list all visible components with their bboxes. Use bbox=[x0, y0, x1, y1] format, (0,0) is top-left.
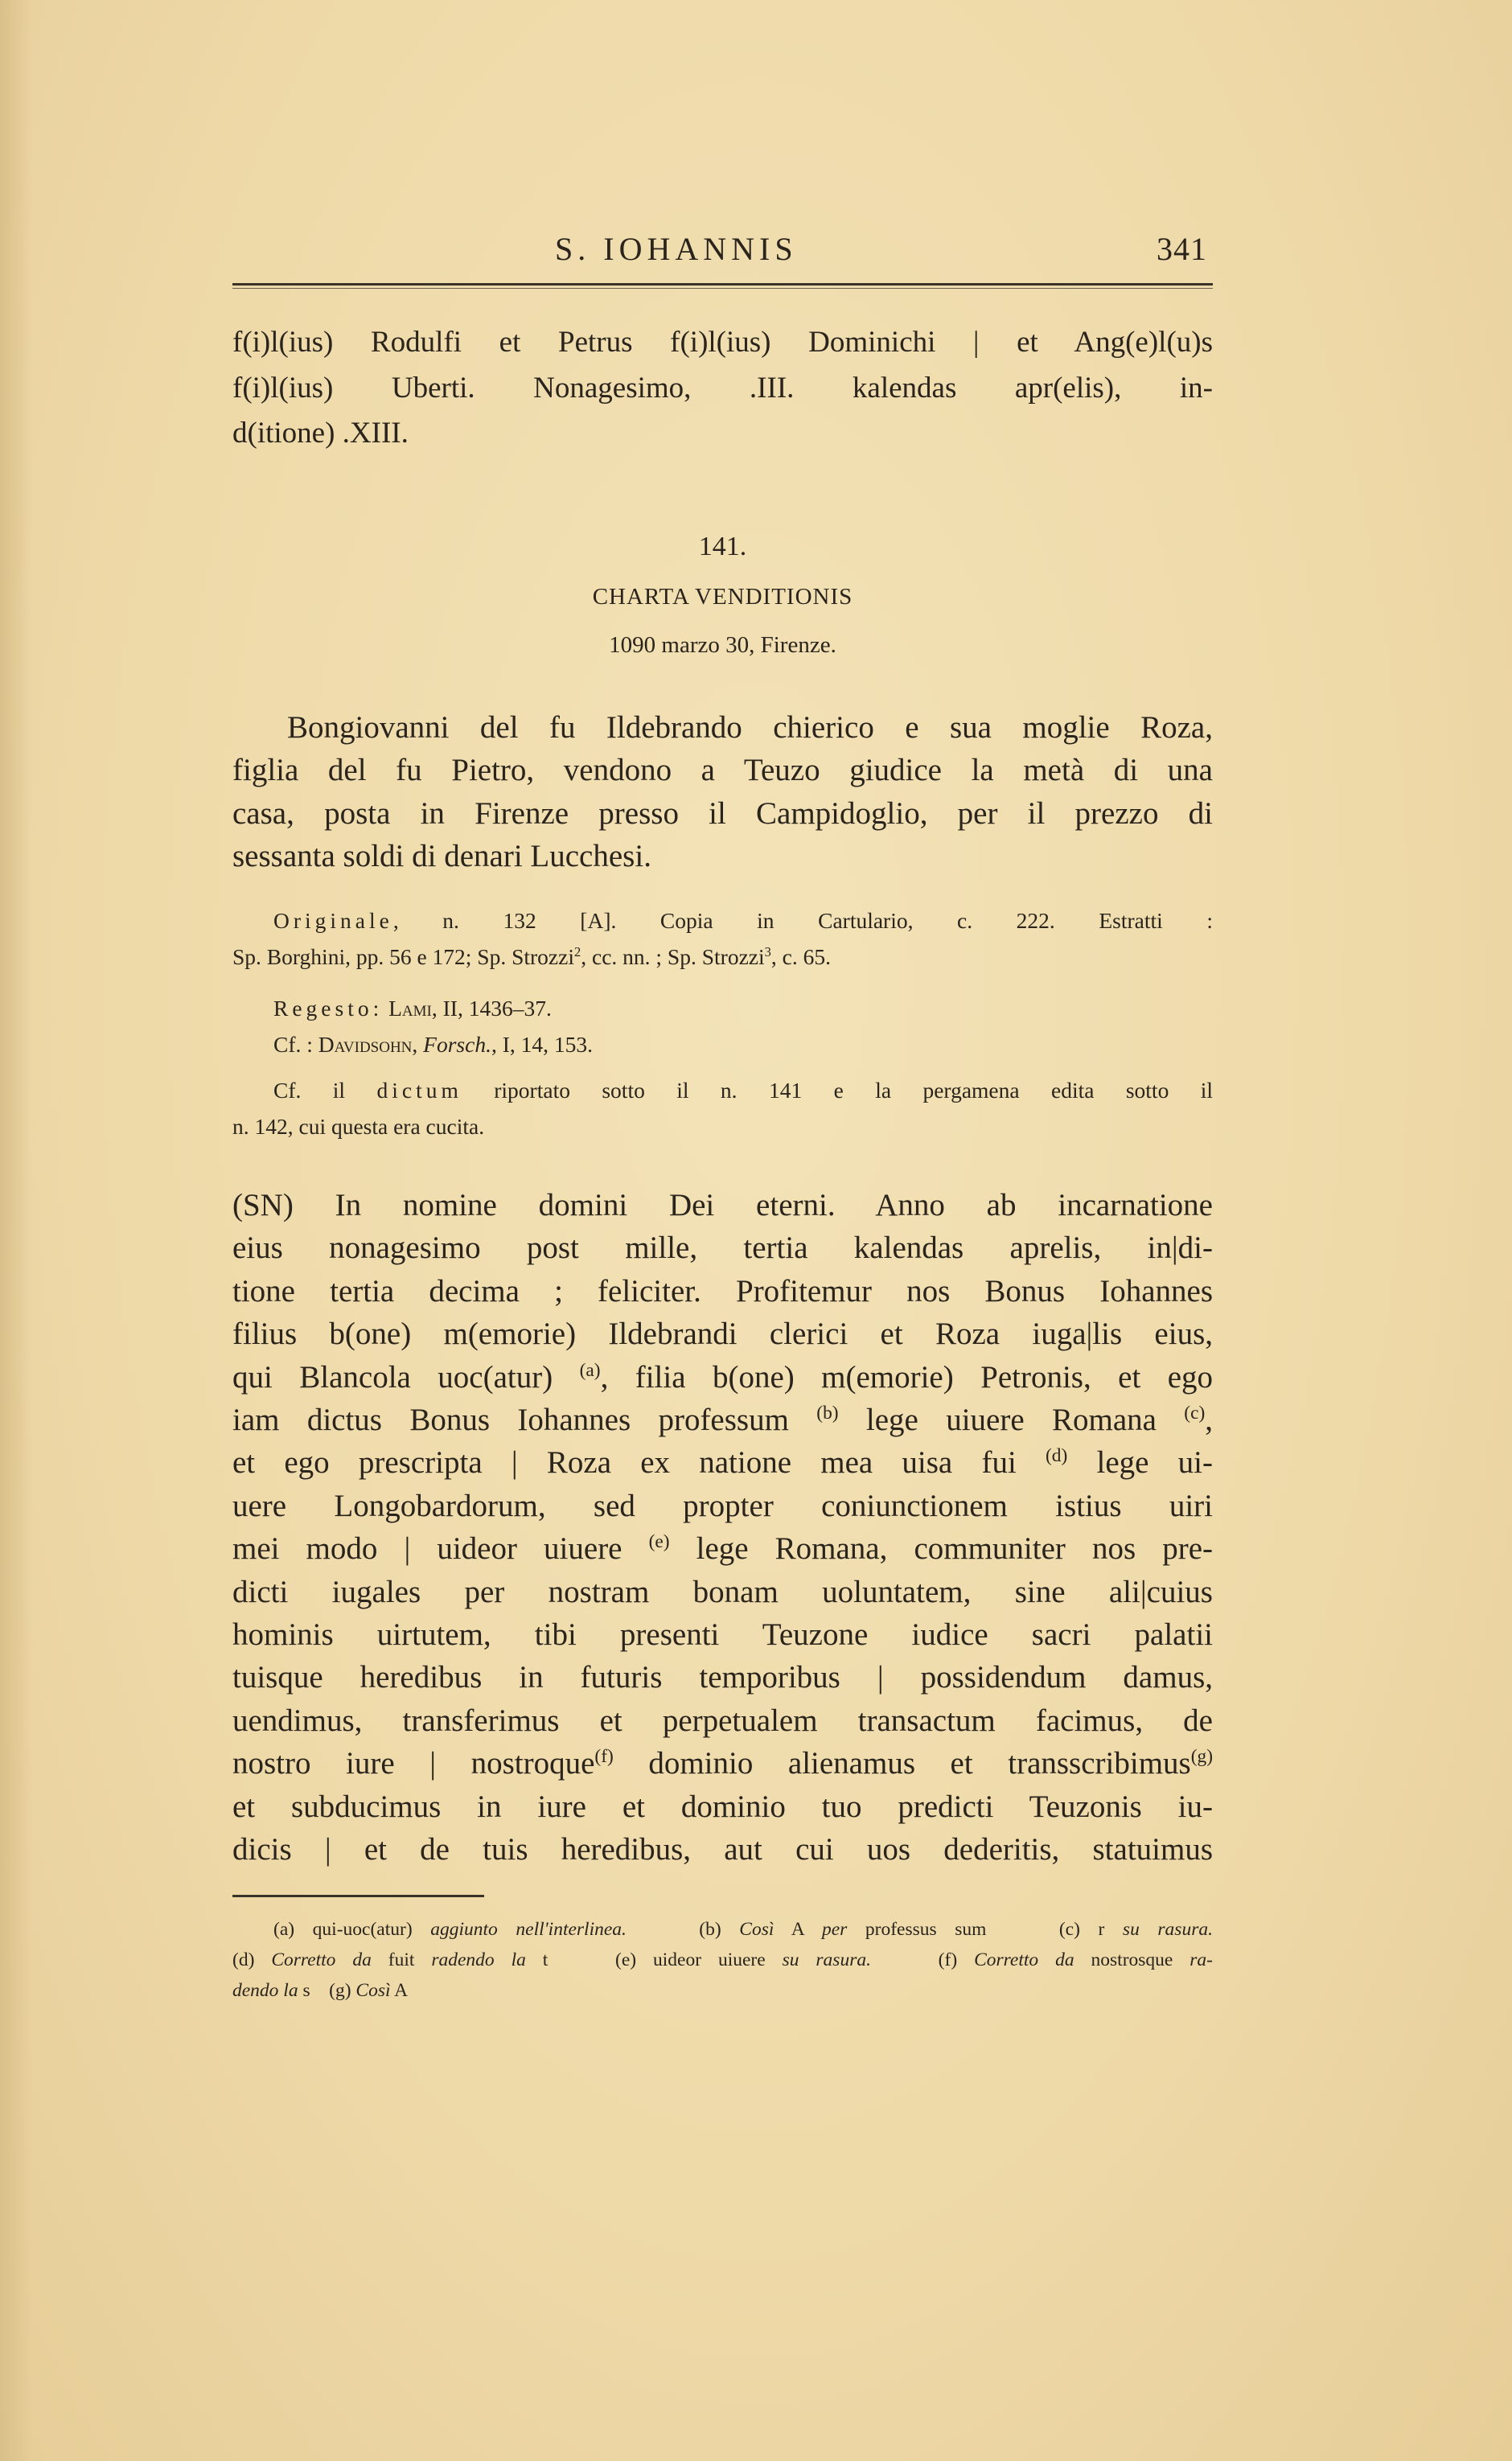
text-line bbox=[232, 990, 1213, 1026]
footnote-marker: (f) bbox=[594, 1746, 614, 1768]
footnote-marker: (e) bbox=[648, 1531, 670, 1553]
text-run: , n. 132 [A]. Copia in Cartulario, c. 222. Estratti : bbox=[392, 908, 1213, 933]
text-run: (d) bbox=[232, 1949, 272, 1970]
cf-note bbox=[232, 1072, 1213, 1144]
text-run: sessanta soldi di denari Lucchesi. bbox=[232, 838, 651, 873]
text-run: (SN) In nomine domini Dei eterni. Anno ab incarnatione bbox=[232, 1188, 1213, 1222]
text-line bbox=[232, 366, 1213, 412]
text-run: radendo la bbox=[431, 1949, 526, 1970]
text-line bbox=[232, 1441, 1213, 1484]
text-run: Bongiovanni del fu Ildebrando chierico e sua moglie Roza, bbox=[287, 710, 1213, 745]
text-line bbox=[232, 1527, 1213, 1570]
text-line bbox=[232, 902, 1213, 939]
text-line bbox=[232, 792, 1213, 835]
text-run: dicti iugales per nostram bonam uoluntatem, sine ali|cuius bbox=[232, 1574, 1213, 1609]
text-run: dicis | et de tuis heredibus, aut cui uos dederitis, statuimus bbox=[232, 1832, 1213, 1867]
text-run: fuit bbox=[371, 1949, 432, 1970]
header-rule-thin bbox=[232, 288, 1213, 289]
document-date: 1090 marzo 30, Firenze. bbox=[609, 632, 836, 658]
text-run: aggiunto nell'interlinea. bbox=[430, 1919, 627, 1940]
text-line bbox=[232, 1914, 1213, 1945]
footnote-marker: (a) bbox=[579, 1359, 601, 1381]
text-line bbox=[232, 1026, 1213, 1062]
text-run: lege ui- bbox=[1067, 1445, 1213, 1481]
text-run: mei modo | uideor uiuere bbox=[232, 1531, 649, 1567]
text-line bbox=[232, 320, 1213, 366]
text-run: s (g) bbox=[298, 1980, 356, 2001]
page-number: 341 bbox=[1157, 231, 1207, 267]
text-run: , cc. nn. ; Sp. Strozzi bbox=[581, 944, 765, 969]
text-run: , filia b(one) m(emorie) Petronis, et ego bbox=[600, 1359, 1214, 1395]
text-line bbox=[232, 1699, 1213, 1742]
text-run: Davidsohn bbox=[318, 1032, 413, 1057]
text-run: et ego prescripta | Roza ex natione mea uisa fui bbox=[232, 1445, 1046, 1481]
text-run: nostro iure | nostroque bbox=[232, 1746, 595, 1781]
text-run: qui Blancola uoc(atur) bbox=[232, 1359, 580, 1395]
continued-text bbox=[232, 320, 1213, 457]
footnote-rule bbox=[232, 1895, 484, 1897]
text-run: nostrosque bbox=[1074, 1949, 1190, 1970]
text-run: d(itione) .XIII. bbox=[232, 417, 409, 450]
text-line bbox=[232, 1356, 1213, 1399]
text-line bbox=[232, 749, 1213, 791]
text-line bbox=[232, 706, 1213, 749]
text-run: Cf. : bbox=[273, 1032, 318, 1057]
text-line bbox=[232, 1742, 1213, 1785]
sources-note bbox=[232, 902, 1213, 975]
text-run: Così bbox=[739, 1919, 774, 1940]
text-run: Corretto da bbox=[271, 1949, 372, 1970]
text-run: , c. 65. bbox=[770, 944, 831, 969]
footnote-marker: 2 bbox=[574, 944, 581, 960]
text-run: f(i)l(ius) Rodulfi et Petrus f(i)l(ius) Dominichi | et Ang(e)l(u)s bbox=[232, 326, 1213, 359]
text-run: dendo la bbox=[232, 1980, 298, 2001]
charter-text bbox=[232, 1184, 1213, 1871]
text-run: lege Romana, communiter nos pre- bbox=[669, 1531, 1213, 1567]
text-line bbox=[232, 1613, 1213, 1656]
text-run: Lami bbox=[388, 996, 432, 1021]
footnotes bbox=[232, 1914, 1213, 2006]
text-run: uere Longobardorum, sed propter coniunctionem istius uiri bbox=[232, 1488, 1213, 1523]
text-line bbox=[232, 1399, 1213, 1441]
summary-paragraph bbox=[232, 706, 1213, 877]
text-run: hominis uirtutem, tibi presenti Teuzone iudice sacri palatii bbox=[232, 1617, 1213, 1653]
text-run: eius nonagesimo post mille, tertia kalendas aprelis, in|di- bbox=[232, 1230, 1213, 1266]
text-run: f(i)l(ius) Uberti. Nonagesimo, .III. kalendas apr(elis), in- bbox=[232, 371, 1213, 405]
text-run: , I, 14, 153. bbox=[491, 1032, 593, 1057]
text-line bbox=[232, 1313, 1213, 1355]
text-run: tuisque heredibus in futuris temporibus | possidendum damus, bbox=[232, 1660, 1213, 1695]
document-number: 141. bbox=[698, 532, 747, 561]
text-run: filius b(one) m(emorie) Ildebrandi clerici et Roza iuga|lis eius, bbox=[232, 1317, 1213, 1352]
text-run: , bbox=[412, 1032, 424, 1057]
footnote-marker: 3 bbox=[764, 944, 771, 960]
text-run: Così bbox=[355, 1980, 391, 2001]
text-line bbox=[232, 835, 1213, 877]
text-run: professus sum (c) r bbox=[847, 1919, 1123, 1940]
text-line bbox=[232, 1072, 1213, 1108]
text-run: su rasura. bbox=[1122, 1919, 1213, 1940]
text-run: , bbox=[1205, 1403, 1213, 1438]
text-run: tione tertia decima ; feliciter. Profitemur nos Bonus Iohannes bbox=[232, 1273, 1213, 1309]
text-run: Forsch. bbox=[423, 1032, 491, 1057]
running-header-title: S. IOHANNIS bbox=[555, 231, 798, 267]
text-run: n. 142, cui questa era cucita. bbox=[232, 1114, 485, 1139]
text-line bbox=[232, 939, 1213, 975]
text-run: (b) bbox=[626, 1919, 740, 1940]
text-run: Corretto da bbox=[974, 1949, 1074, 1970]
text-run: Sp. Borghini, pp. 56 e 172; Sp. Strozzi bbox=[232, 944, 574, 969]
text-run: A bbox=[774, 1919, 822, 1940]
text-line bbox=[232, 1226, 1213, 1269]
header-rule bbox=[232, 283, 1213, 286]
text-run: riportato sotto il n. 141 e la pergamena edita sotto il bbox=[462, 1078, 1214, 1103]
text-line bbox=[232, 1485, 1213, 1527]
text-run: casa, posta in Firenze presso il Campidoglio, per il prezzo di bbox=[232, 795, 1213, 831]
text-line bbox=[232, 1108, 1213, 1144]
text-run: ra- bbox=[1189, 1949, 1213, 1970]
text-run: uendimus, transferimus et perpetualem transactum facimus, de bbox=[232, 1703, 1213, 1738]
text-line bbox=[232, 1656, 1213, 1699]
text-line bbox=[232, 1571, 1213, 1613]
text-run: dominio alienamus et transscribimus bbox=[613, 1746, 1191, 1781]
text-line bbox=[232, 1184, 1213, 1226]
text-line bbox=[232, 1785, 1213, 1828]
text-run: su rasura. bbox=[782, 1949, 871, 1970]
regesto-note bbox=[232, 990, 1213, 1062]
text-run: iam dictus Bonus Iohannes professum bbox=[232, 1403, 817, 1438]
page-edge-shadow bbox=[0, 0, 32, 2461]
footnote-marker: (c) bbox=[1184, 1403, 1206, 1424]
text-run: A bbox=[390, 1980, 409, 2001]
footnote-marker: (g) bbox=[1190, 1746, 1213, 1768]
footnote-marker: (b) bbox=[816, 1403, 839, 1424]
text-line bbox=[232, 411, 1213, 457]
text-run: Regesto: bbox=[273, 996, 384, 1021]
text-run: Cf. il bbox=[273, 1078, 377, 1103]
text-run: t (e) uideor uiuere bbox=[525, 1949, 783, 1970]
text-run: figlia del fu Pietro, vendono a Teuzo giudice la metà di una bbox=[232, 753, 1213, 788]
text-line bbox=[232, 1828, 1213, 1871]
text-run: (f) bbox=[870, 1949, 975, 1970]
text-run: , II, 1436–37. bbox=[431, 996, 552, 1021]
text-run: per bbox=[821, 1919, 848, 1940]
document-title: CHARTA VENDITIONIS bbox=[592, 584, 853, 610]
text-run: lege uiuere Romana bbox=[838, 1403, 1185, 1438]
text-run: (a) qui-uoc(atur) bbox=[273, 1919, 431, 1940]
text-line bbox=[232, 1975, 1213, 2006]
footnote-marker: (d) bbox=[1046, 1445, 1068, 1467]
text-run: Originale bbox=[273, 908, 393, 933]
text-line bbox=[232, 1270, 1213, 1313]
text-line bbox=[232, 1945, 1213, 1975]
text-run: dictum bbox=[376, 1078, 462, 1103]
text-run: et subducimus in iure et dominio tuo predicti Teuzonis iu- bbox=[232, 1789, 1213, 1824]
